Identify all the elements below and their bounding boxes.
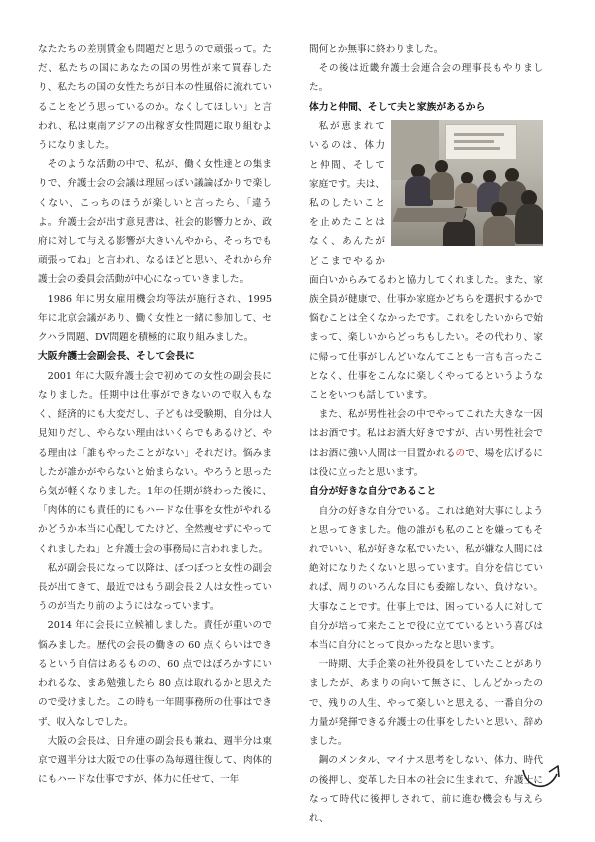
section-heading: 自分が好きな自分であること	[309, 486, 437, 498]
paragraph: 鋼のメンタル、マイナス思考をしない、体力、時代の後押し、変革した日本の社会に生まれて、弁護士になって時代に後押しされて、前に進む機会も与えられ、	[309, 755, 543, 824]
paragraph: 1986 年に男女雇用機会均等法が施行され、1995 年に北京会議があり、働く女性と一緒に参加して、セクハラ問題、DV問題を積極的に取り組みました。	[38, 293, 272, 344]
paragraph: 私が恵まれているのは、体力と仲間、そして家庭です。夫は、私のしたいことを止めたことはなく、あんたがどこまでやるか面白いからみてるわと協力してくれました。また、家族全員が健康で、仕事か家庭かどちらを選択するかで悩むことは全くなかったです。これをしたいからで始まって、楽しいからどっちもしたい。その代わり、家に帰って仕事がしんどいなんてことも一言も言ったことなく、仕事をこんなに楽しくやってるというようなことをいつも話しています。	[309, 121, 543, 402]
paragraph	[309, 405, 543, 482]
text-run: 歴代の会長の働きの 60 点くらいはできるという自信はあるものの、60 点ではぼろかすにいわれるな、まあ勉強したら 80 点は取れるかと思えたので受けました。この時も一年間事務所の仕事はできず、収入なしでした。	[38, 639, 273, 728]
red-punctuation: 。	[86, 639, 97, 651]
section-heading: 大阪弁護士会副会長、そして会長に	[38, 351, 195, 363]
right-column	[309, 40, 543, 828]
paragraph: その後は近畿弁護士会連合会の理事長もやりました。	[309, 63, 543, 94]
section-heading: 体力と仲間、そして夫と家族があるから	[309, 101, 486, 113]
paragraph: 2001 年に大阪弁護士会で初めての女性の副会長になりました。任期中は仕事ができないので収入もなく、経済的にも大変だし、子どもは受験期、自分は人見知りだし、やらない理由はいくらでもあるけど、やる理由は「誰もやったことがない」それだけ。悩みましたが誰かがやらないと始まらない。やろうと思ったら気が軽くなりました。1年の任期が終わった後に、「肉体的にも責任的にもハードな仕事を女性がやれるかどうか本当に心配してたけど、全然痩せずにやってくれましたね」と弁護士会の事務局に言われました。	[38, 370, 272, 555]
meeting-photo	[391, 120, 543, 254]
photo-image	[391, 120, 543, 246]
paragraph: なたたちの差別賃金も問題だと思うので頑張って。ただ、私たちの国にあなたの国の男性が来て買春したり、私たちの国の女性たちが日本の性風俗に流れていることをどう思っているのか。なくしてほしい」と言われ、私は東南アジアの出稼ぎ女性問題に取り組むようになりました。	[38, 44, 272, 152]
paragraph: 私が副会長になって以降は、ぼつぼつと女性の副会長が出てきて、最近ではもう副会長２人は女性っていうのが当たり前のようにはなっています。	[38, 562, 272, 613]
text-run: 2014 年に会長に立候補しました。責任が重いので悩みました	[38, 620, 272, 651]
left-column	[38, 40, 272, 789]
red-character: の	[455, 447, 466, 459]
text-run: で、場を広げるには役に立ったと思います。	[309, 447, 544, 478]
paragraph: 一時期、大手企業の社外役員をしていたことがありましたが、あまりの向いて無さに、しんどかったので、残りの人生、やって楽しいと思える、一番自分の力量が発揮できる弁護士の仕事をしたいと思い、辞めました。	[309, 659, 543, 748]
paragraph	[38, 616, 272, 731]
paragraph: 大阪の会長は、日弁連の副会長も兼ね、週半分は東京で週半分は大阪での仕事の為毎週往復して、肉体的にもハードな仕事ですが、体力に任せて、一年	[38, 735, 272, 786]
paragraph: 間何とか無事に終わりました。	[309, 44, 444, 55]
curved-arrow-icon[interactable]	[519, 760, 563, 792]
paragraph: 自分の好きな自分でいる。これは絶対大事にしようと思ってきました。他の誰がも私のことを嫌ってもそれでいい、私が好きな私でいたい、私が嫌な人間には絶対になりたくないと思っています。自分を信じていれば、周りのいろんな目にも委縮しない、負けない。大事なことです。仕事上では、困っている人に対して自分が培って来たことで役に立てているという喜びは本当に自分にとって良かったなと思います。	[309, 505, 543, 652]
paragraph: そのような活動の中で、私が、働く女性達との集まりで、弁護士会の会議は理屈っぽい議論ばかりで楽しくない、こっちのほうが楽しいと言ったら、「違うよ。弁護士会が出す意見書は、社会的影響力とか、政府に対して与える影響が大きいんやから、そっちでも頑張ってね」と言われ、なるほどと思い、それから弁護士会の委員会活動が中心になっていきました。	[38, 159, 272, 286]
text-run: また、私が男性社会の中でやってこれた大きな一因はお酒です。私はお酒大好きですが、古い男性社会ではお酒に強い人間は一目置かれる	[309, 409, 543, 459]
